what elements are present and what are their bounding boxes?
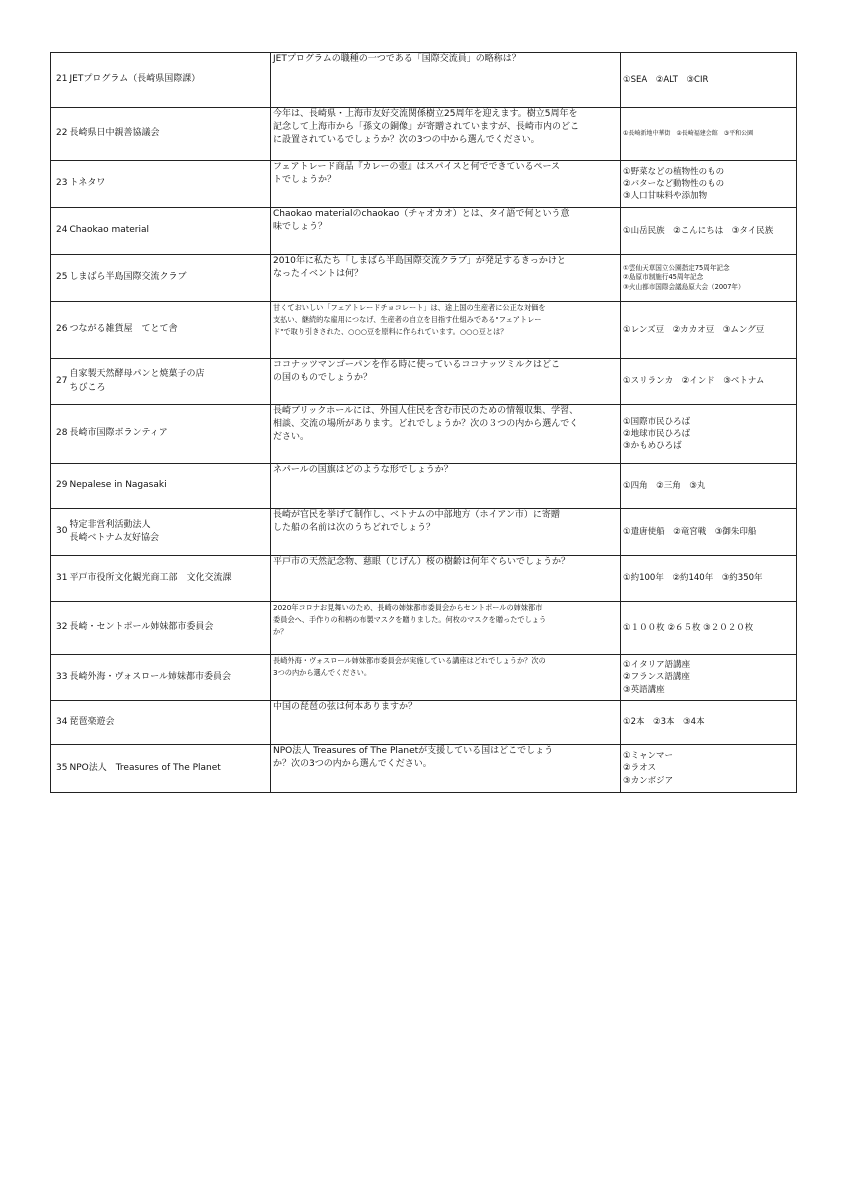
answer-choice-line: ②ラオス (623, 763, 657, 774)
answer-choice-line: ②地球市民ひろば (623, 428, 691, 439)
answer-choice-line: ①スリランカ ②インド ③ベトナム (623, 376, 765, 387)
answer-choice-line: ①国際市民ひろば (623, 416, 691, 427)
question-text-line: 2020年コロナお見舞いのため、長崎の姉妹都市委員会からセントポールの姉妹都市 (273, 603, 543, 612)
question-cell (271, 556, 621, 602)
row-number: 29 (51, 464, 69, 509)
answer-choice-line: ③人口甘味料や添加物 (623, 191, 708, 202)
organization-cell (69, 108, 271, 161)
organization-cell (69, 208, 271, 255)
organization-name-line: 琵琶楽遊会 (69, 716, 115, 727)
row-number: 24 (51, 208, 69, 255)
answer-choices-cell (621, 255, 797, 302)
answer-choice-line: ②島原市制施行45周年記念 (623, 273, 704, 282)
organization-cell (69, 405, 271, 464)
organization-cell (69, 509, 271, 556)
row-number: 25 (51, 255, 69, 302)
row-number: 22 (51, 108, 69, 161)
answer-choice-line: ①１００枚 ②６５枚 ③２０２０枚 (623, 622, 754, 633)
question-text-line: ださい。 (273, 432, 310, 443)
quiz-row (51, 745, 797, 793)
row-number: 27 (51, 359, 69, 405)
question-text-line: JETプログラムの職種の一つである「国際交流員」の略称は？ (273, 54, 521, 64)
row-number: 31 (51, 556, 69, 602)
answer-choice-line: ①約100年 ②約140年 ③約350年 (623, 573, 763, 584)
question-text-line: ド"で取り引きされた、○○○豆を原料に作られています。○○○豆とは？ (273, 326, 508, 336)
question-cell (271, 359, 621, 405)
organization-cell (69, 745, 271, 793)
row-number: 23 (51, 161, 69, 208)
organization-cell (69, 359, 271, 405)
question-text-line: 平戸市の天然記念物、慈眼（じげん）桜の樹齢は何年ぐらいでしょうか？ (273, 557, 571, 567)
answer-choice-line: ③英語講座 (623, 684, 665, 695)
question-text-line: 長崎外海・ヴォスロール姉妹都市委員会が実施している講座はどれでしょうか？次の (273, 656, 546, 665)
question-text-line: 記念して上海市から「孫文の銅像」が寄贈されていますが、長崎市内のどこ (273, 122, 580, 133)
organization-name-line: 長崎市国際ボランティア (69, 428, 168, 439)
answer-choices-cell (621, 556, 797, 602)
question-text-line: トでしょうか？ (273, 175, 337, 186)
row-number: 32 (51, 602, 69, 655)
question-text-line: 味でしょう？ (273, 222, 328, 233)
answer-choices-cell (621, 701, 797, 745)
answer-choices-cell (621, 655, 797, 701)
quiz-row (51, 405, 797, 464)
row-number: 28 (51, 405, 69, 464)
organization-name-line: 長崎ベトナム友好協会 (69, 533, 160, 543)
question-text-line: 中国の琵琶の弦は何本ありますか？ (273, 702, 418, 712)
quiz-row (51, 602, 797, 655)
answer-choice-line: ①SEA ②ALT ③CIR (623, 74, 709, 85)
question-text-line: した船の名前は次のうちどれでしょう？ (273, 523, 436, 534)
question-cell (271, 161, 621, 208)
answer-choices-cell (621, 208, 797, 255)
organization-cell (69, 602, 271, 655)
organization-name-line: つながる雑貨屋 てとて舎 (69, 324, 178, 335)
quiz-row (51, 53, 797, 108)
row-number: 35 (51, 745, 69, 793)
answer-choice-line: ①2本 ②3本 ③4本 (623, 717, 705, 728)
organization-cell (69, 464, 271, 509)
organization-name-line: 長崎県日中親善協議会 (69, 128, 160, 139)
quiz-table-body (51, 53, 797, 793)
question-cell (271, 464, 621, 509)
answer-choice-line: ①山岳民族 ②こんにちは ③タイ民族 (623, 225, 774, 236)
question-text-line: 2010年に私たち「しまばら半島国際交流クラブ」が発足するきっかけと (273, 256, 566, 266)
answer-choices-cell (621, 302, 797, 359)
organization-cell (69, 655, 271, 701)
answer-choices-cell (621, 108, 797, 161)
row-number: 30 (51, 509, 69, 556)
answer-choice-line: ①レンズ豆 ②カカオ豆 ③ムング豆 (623, 324, 765, 335)
answer-choices-cell (621, 359, 797, 405)
quiz-row (51, 701, 797, 745)
quiz-row (51, 108, 797, 161)
question-text-line: なったイベントは何？ (273, 269, 364, 280)
quiz-row (51, 509, 797, 556)
organization-name-line: 長崎外海・ヴォスロール姉妹都市委員会 (69, 671, 231, 682)
answer-choice-line: ③火山都市国際会議島原大会（2007年） (623, 282, 745, 291)
question-cell (271, 745, 621, 793)
question-text-line: か？ (273, 626, 288, 636)
organization-cell (69, 161, 271, 208)
question-text-line: 甘くておいしい「フェアトレードチョコレート」は、途上国の生産者に公正な対価を (273, 303, 546, 312)
organization-cell (69, 255, 271, 302)
question-cell (271, 701, 621, 745)
quiz-row (51, 655, 797, 701)
answer-choice-line: ①ミャンマー (623, 751, 673, 762)
question-cell (271, 302, 621, 359)
question-cell (271, 405, 621, 464)
question-text-line: に設置されているでしょうか？次の3つの中から選んでください。 (273, 135, 540, 146)
answer-choice-line: ①雲仙天草国立公園指定75周年記念 (623, 263, 730, 272)
row-number: 33 (51, 655, 69, 701)
question-text-line: 相談、交流の場所があります。どれでしょうか？次の３つの内から選んでく (273, 419, 579, 430)
row-number: 26 (51, 302, 69, 359)
answer-choice-line: ①遣唐使船 ②竜宮戦 ③御朱印船 (623, 526, 757, 537)
answer-choices-cell (621, 405, 797, 464)
organization-name-line: 平戸市役所文化観光商工部 文化交流課 (69, 572, 232, 583)
organization-name-line: 自家製天然酵母パンと焼菓子の店 (69, 369, 205, 380)
answer-choice-line: ③カンボジア (623, 775, 674, 786)
question-text-line: の国のものでしょうか？ (273, 373, 373, 384)
quiz-row (51, 464, 797, 509)
organization-name-line: NPO法人 Treasures of The Planet (69, 762, 221, 773)
question-text-line: フェアトレード商品『カレーの壺』はスパイスと何でできているペース (273, 162, 561, 172)
question-text-line: ネパールの国旗はどのような形でしょうか？ (273, 465, 453, 475)
answer-choices-cell (621, 602, 797, 655)
quiz-row (51, 359, 797, 405)
quiz-row (51, 208, 797, 255)
answer-choices-cell (621, 745, 797, 793)
organization-name-line: しまばら半島国際交流クラブ (69, 272, 187, 283)
answer-choices-cell (621, 53, 797, 108)
quiz-row (51, 302, 797, 359)
row-number: 34 (51, 701, 69, 745)
organization-cell (69, 302, 271, 359)
question-text-line: 委員会へ、手作りの和柄の布製マスクを贈りました。何枚のマスクを贈ったでしょう (273, 614, 547, 624)
answer-choice-line: ②バターなど動物性のもの (623, 178, 725, 189)
question-cell (271, 208, 621, 255)
question-cell (271, 108, 621, 161)
organization-name-line: トネタワ (69, 178, 106, 189)
quiz-table (50, 52, 797, 793)
question-text-line: Chaokao materialのchaokao（チャオカオ）とは、タイ語で何という意 (273, 209, 570, 219)
question-cell (271, 655, 621, 701)
organization-name-line: Nepalese in Nagasaki (69, 480, 167, 491)
organization-cell (69, 53, 271, 108)
answer-choice-line: ③かもめひろば (623, 441, 682, 452)
question-cell (271, 255, 621, 302)
organization-cell (69, 556, 271, 602)
question-cell (271, 602, 621, 655)
quiz-row (51, 161, 797, 208)
question-text-line: NPO法人 Treasures of The Planetが支援している国はどこでしょう (273, 746, 554, 756)
organization-name-line: Chaokao material (69, 225, 150, 236)
question-text-line: か？次の3つの内から選んでください。 (273, 759, 432, 770)
answer-choice-line: ①野菜などの植物性のもの (623, 166, 725, 177)
answer-choices-cell (621, 509, 797, 556)
organization-name-line: JETプログラム（長崎県国際課） (69, 74, 201, 85)
answer-choice-line: ①長崎新地中華街 ②長崎福建会館 ③平和公園 (623, 129, 754, 137)
row-number: 21 (51, 53, 69, 108)
question-text-line: 3つの内から選んでください。 (273, 667, 372, 677)
answer-choices-cell (621, 161, 797, 208)
question-text-line: ココナッツマンゴーパンを作る時に使っているココナッツミルクはどこ (273, 360, 561, 370)
answer-choices-cell (621, 464, 797, 509)
question-cell (271, 53, 621, 108)
question-cell (271, 509, 621, 556)
quiz-row (51, 556, 797, 602)
organization-name-line: 長崎・セントポール姉妹都市委員会 (69, 622, 214, 633)
organization-name-line: 特定非営利活動法人 (69, 519, 151, 530)
question-text-line: 今年は、長崎県・上海市友好交流関係樹立25周年を迎えます。樹立5周年を (273, 109, 578, 119)
question-text-line: 長崎が官民を挙げて制作し、ベトナムの中部地方（ホイアン市）に寄贈 (273, 510, 560, 520)
answer-choice-line: ①四角 ②三角 ③丸 (623, 480, 706, 491)
organization-cell (69, 701, 271, 745)
answer-choice-line: ②フランス語講座 (623, 672, 690, 683)
organization-name-line: ちびころ (69, 382, 106, 393)
question-text-line: 支払い、継続的な雇用につなげ、生産者の自立を目指す仕組みである"フェアトレー (273, 314, 542, 324)
quiz-row (51, 255, 797, 302)
question-text-line: 長崎ブリックホールには、外国人住民を含む市民のための情報収集、学習、 (273, 406, 579, 416)
answer-choice-line: ①イタリア語講座 (623, 660, 691, 671)
